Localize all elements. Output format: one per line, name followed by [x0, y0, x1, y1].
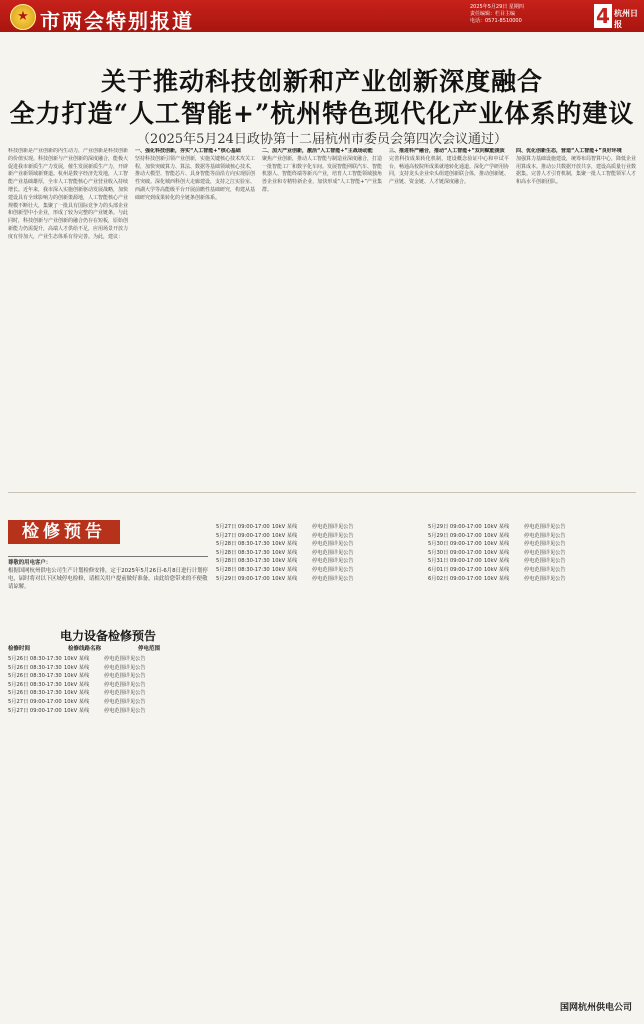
article-body [8, 148, 636, 488]
list-item: 5月28日 08:30-17:30 10kV 某线 停电范围详见公告 [216, 566, 354, 573]
list-item: 6月01日 09:00-17:00 10kV 某线 停电范围详见公告 [428, 566, 566, 573]
list-item: 5月26日 08:30-17:30 10kV 某线 停电范围详见公告 [8, 664, 146, 671]
article-column: 二、加大产业创新，激活“人工智能+”主战场动能 聚焦产业创新，推动人工智能与制造业深度融合，打造一批智能工厂和数字化车间。发展智能网联汽车、智能机器人、智能终端等新兴产业，培育人工智能领域独角兽企业和专精特新企业，加快形成“人工智能+”产业集群。 [262, 148, 382, 193]
list-item: 5月27日 09:00-17:00 10kV 某线 停电范围详见公告 [216, 524, 354, 530]
notice-title: 检修预告 [8, 520, 120, 544]
footer-signature: 国网杭州供电公司 [560, 1003, 633, 1013]
list-item: 5月26日 08:30-17:30 10kV 某线 停电范围详见公告 [8, 690, 146, 697]
article-column: 一、强化科技创新，夯实“人工智能+”核心基础 坚持科技创新引领产业创新，实施关键核心技术攻关工程，加快突破算力、算法、数据等基础领域核心技术，推动大模型、智能芯片、具身智能等前沿方向实现原创性突破。深化城西科创大走廊建设，支持之江实验室、西湖大学等高能级平台开展前瞻性基础研究，构建从基础研究到成果转化的全链条创新体系。 [135, 148, 255, 201]
list-item: 5月29日 09:00-17:00 10kV 某线 停电范围详见公告 [216, 575, 354, 582]
party-emblem-icon: ★ [10, 4, 36, 30]
entries-column-1 [8, 656, 208, 716]
list-item: 5月27日 09:00-17:00 10kV 某线 停电范围详见公告 [8, 707, 146, 714]
article-column: 四、优化创新生态，营造“人工智能+”良好环境 加强算力基础设施建设，统筹布局智算中心，降低企业用算成本。推动公共数据开放共享，建设高质量行业数据集。完善人才引育机制，集聚一批人工智能领军人才和高水平创新团队。 [516, 148, 636, 186]
list-item: 5月29日 09:00-17:00 10kV 某线 停电范围详见公告 [428, 524, 566, 530]
notice-intro: 尊敬的用电客户： 根据国网杭州供电公司生产计划检修安排，定于2025年5月26日-6月8日进行计划停电，届时将对以下区域停电检修，请相关用户提前做好准备，由此给您带来的不便敬请谅解。 [8, 556, 208, 621]
list-item: 5月28日 08:30-17:30 10kV 某线 停电范围详见公告 [216, 549, 354, 556]
list-item: 6月02日 09:00-17:00 10kV 某线 停电范围详见公告 [428, 575, 566, 582]
list-item: 5月27日 09:00-17:00 10kV 某线 停电范围详见公告 [8, 698, 146, 705]
list-item: 5月26日 08:30-17:30 10kV 某线 停电范围详见公告 [8, 681, 146, 688]
list-item: 5月28日 08:30-17:30 10kV 某线 停电范围详见公告 [216, 558, 354, 565]
list-item: 5月29日 09:00-17:00 10kV 某线 停电范围详见公告 [428, 532, 566, 539]
plan-title: 电力设备检修预告 [59, 629, 156, 643]
list-item: 5月26日 08:30-17:30 10kV 某线 停电范围详见公告 [8, 673, 146, 680]
list-item: 5月27日 09:00-17:00 10kV 某线 停电范围详见公告 [216, 532, 354, 539]
section-divider [8, 492, 636, 493]
article-column: 科技创新是产业创新的内生动力，产业创新是科技创新的价值实现。科技创新与产业创新的深度融合，能极大促进我市新质生产力发展，催生发展新质生产力，开辟新产业新领域新赛道。杭州是数字经济先发地，人工智能产业基础雄厚，全市人工智能核心产业营业收入持续增长。近年来，我市深入实施创新驱动发展战略，加快建设具有全球影响力的创新策源地，人工智能核心产业规模不断壮大，集聚了一批具有国际竞争力的头部企业和创新型中小企业，形成了较为完整的产业链条。与此同时，科技创新与产业创新的融合仍存在短板，原始创新能力仍需提升，高端人才供给不足，应用场景开放力度有待加大，产业生态体系有待完善。为此，建议： [8, 148, 128, 240]
subheadline: （2025年5月24日政协第十二届杭州市委员会第四次会议通过） [137, 132, 507, 147]
page-number: 4 [594, 4, 612, 28]
list-item: 5月28日 08:30-17:30 10kV 某线 停电范围详见公告 [216, 541, 354, 548]
entries-column-2 [216, 524, 420, 584]
entries-column-3 [428, 524, 636, 584]
headline-line1: 关于推动科技创新和产业创新深度融合 [100, 67, 543, 96]
section-title: 市两会特别报道 [40, 9, 194, 33]
headline-line2: 全力打造“人工智能+”杭州特色现代化产业体系的建议 [9, 99, 635, 128]
header-info: 2025年5月29日 星期四 责任编辑：栏目主编 电话：0571-8510000 [470, 4, 524, 24]
list-item: 5月26日 08:30-17:30 10kV 某线 停电范围详见公告 [8, 656, 146, 662]
page-header [0, 0, 644, 32]
article-column: 三、推进科产融合，推动“人工智能+”双向赋能提质 完善科技成果转化机制，建设概念验证中心和中试平台，畅通高校院所成果就地转化通道。深化产学研用协同，支持龙头企业牵头组建创新联合体，推动创新链、产业链、资金链、人才链深度融合。 [389, 148, 509, 186]
list-item: 5月31日 09:00-17:00 10kV 某线 停电范围详见公告 [428, 558, 566, 565]
list-item: 5月30日 09:00-17:00 10kV 某线 停电范围详见公告 [428, 549, 566, 556]
list-item: 5月30日 09:00-17:00 10kV 某线 停电范围详见公告 [428, 541, 566, 548]
paper-name: 杭州日报 [614, 9, 638, 29]
